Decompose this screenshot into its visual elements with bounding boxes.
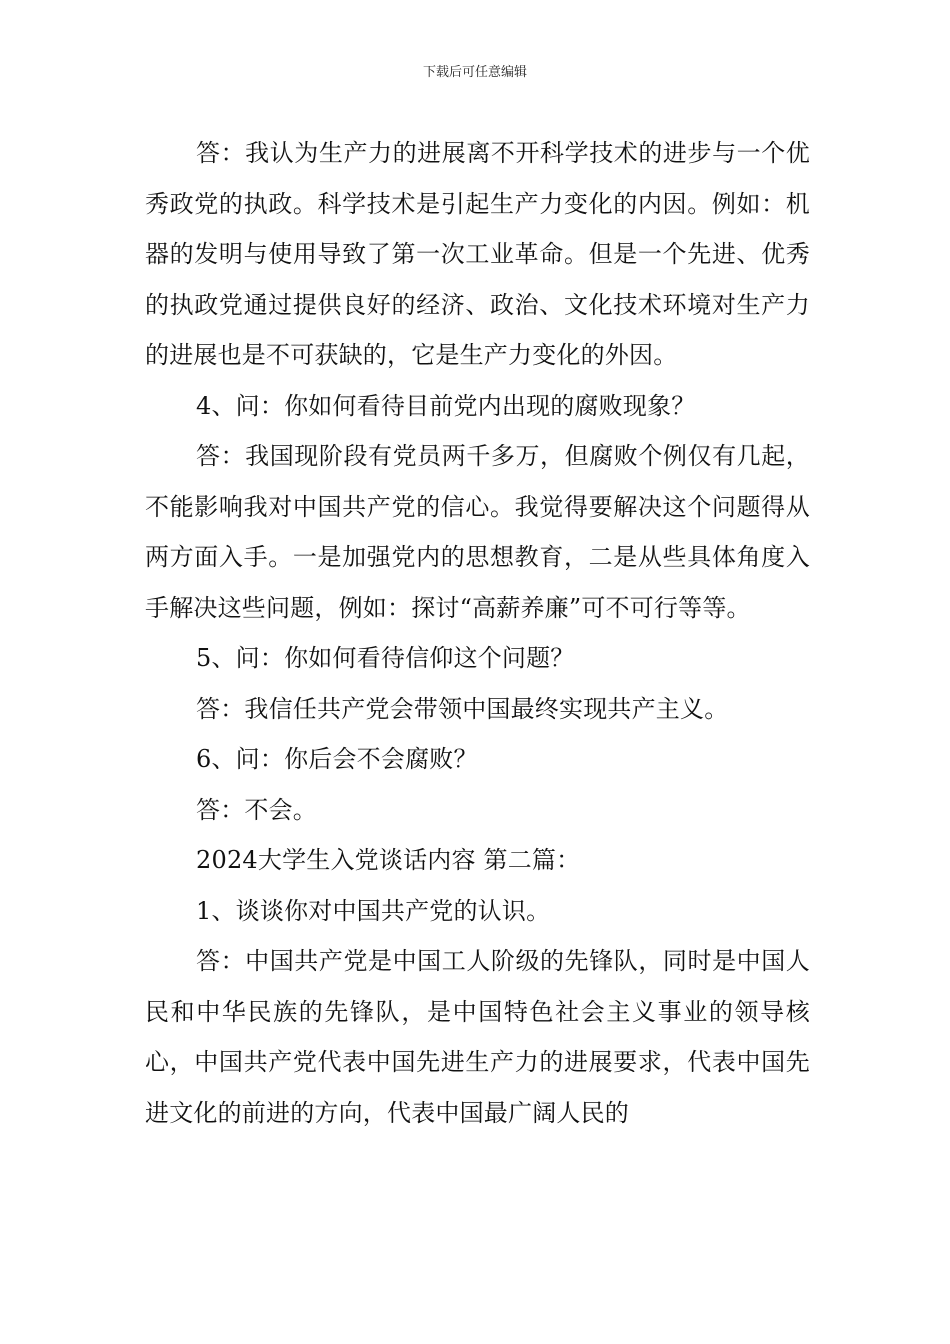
answer-paragraph: 答：不会。 <box>196 795 317 824</box>
question-paragraph: 5、问：你如何看待信仰这个问题？ <box>196 644 575 672</box>
document-body <box>145 128 810 1138</box>
answer-paragraph: 答：中国共产党是中国工人阶级的先锋队，同时是中国人民和中华民族的先锋队，是中国特色社会主义事业的领导核心，中国共产党代表中国先进生产力的进展要求，代表中国先进文化的前进的方向，代表中国最广阔人民的 <box>145 947 810 1127</box>
section-heading: 2024大学生入党谈话内容 第二篇： <box>196 846 581 874</box>
answer-paragraph: 答：我认为生产力的进展离不开科学技术的进步与一个优秀政党的执政。科学技术是引起生产力变化的内因。例如：机器的发明与使用导致了第一次工业革命。但是一个先进、优秀的执政党通过提供良好的经济、政治、文化技术环境对生产力的进展也是不可获缺的，它是生产力变化的外因。 <box>145 139 810 369</box>
question-paragraph: 1、谈谈你对中国共产党的认识。 <box>196 896 551 925</box>
question-paragraph: 6、问：你后会不会腐败？ <box>196 745 478 773</box>
question-paragraph: 4、问：你如何看待目前党内出现的腐败现象？ <box>196 391 696 420</box>
page-header-note: 下载后可任意编辑 <box>422 65 527 80</box>
answer-paragraph: 答：我信任共产党会带领中国最终实现共产主义。 <box>196 694 729 723</box>
answer-paragraph: 答：我国现阶段有党员两千多万，但腐败个例仅有几起，不能影响我对中国共产党的信心。我觉得要解决这个问题得从两方面入手。一是加强党内的思想教育，二是从些具体角度入手解决这些问题，例如：探讨“高薪养廉”可不可行等等。 <box>145 442 810 622</box>
